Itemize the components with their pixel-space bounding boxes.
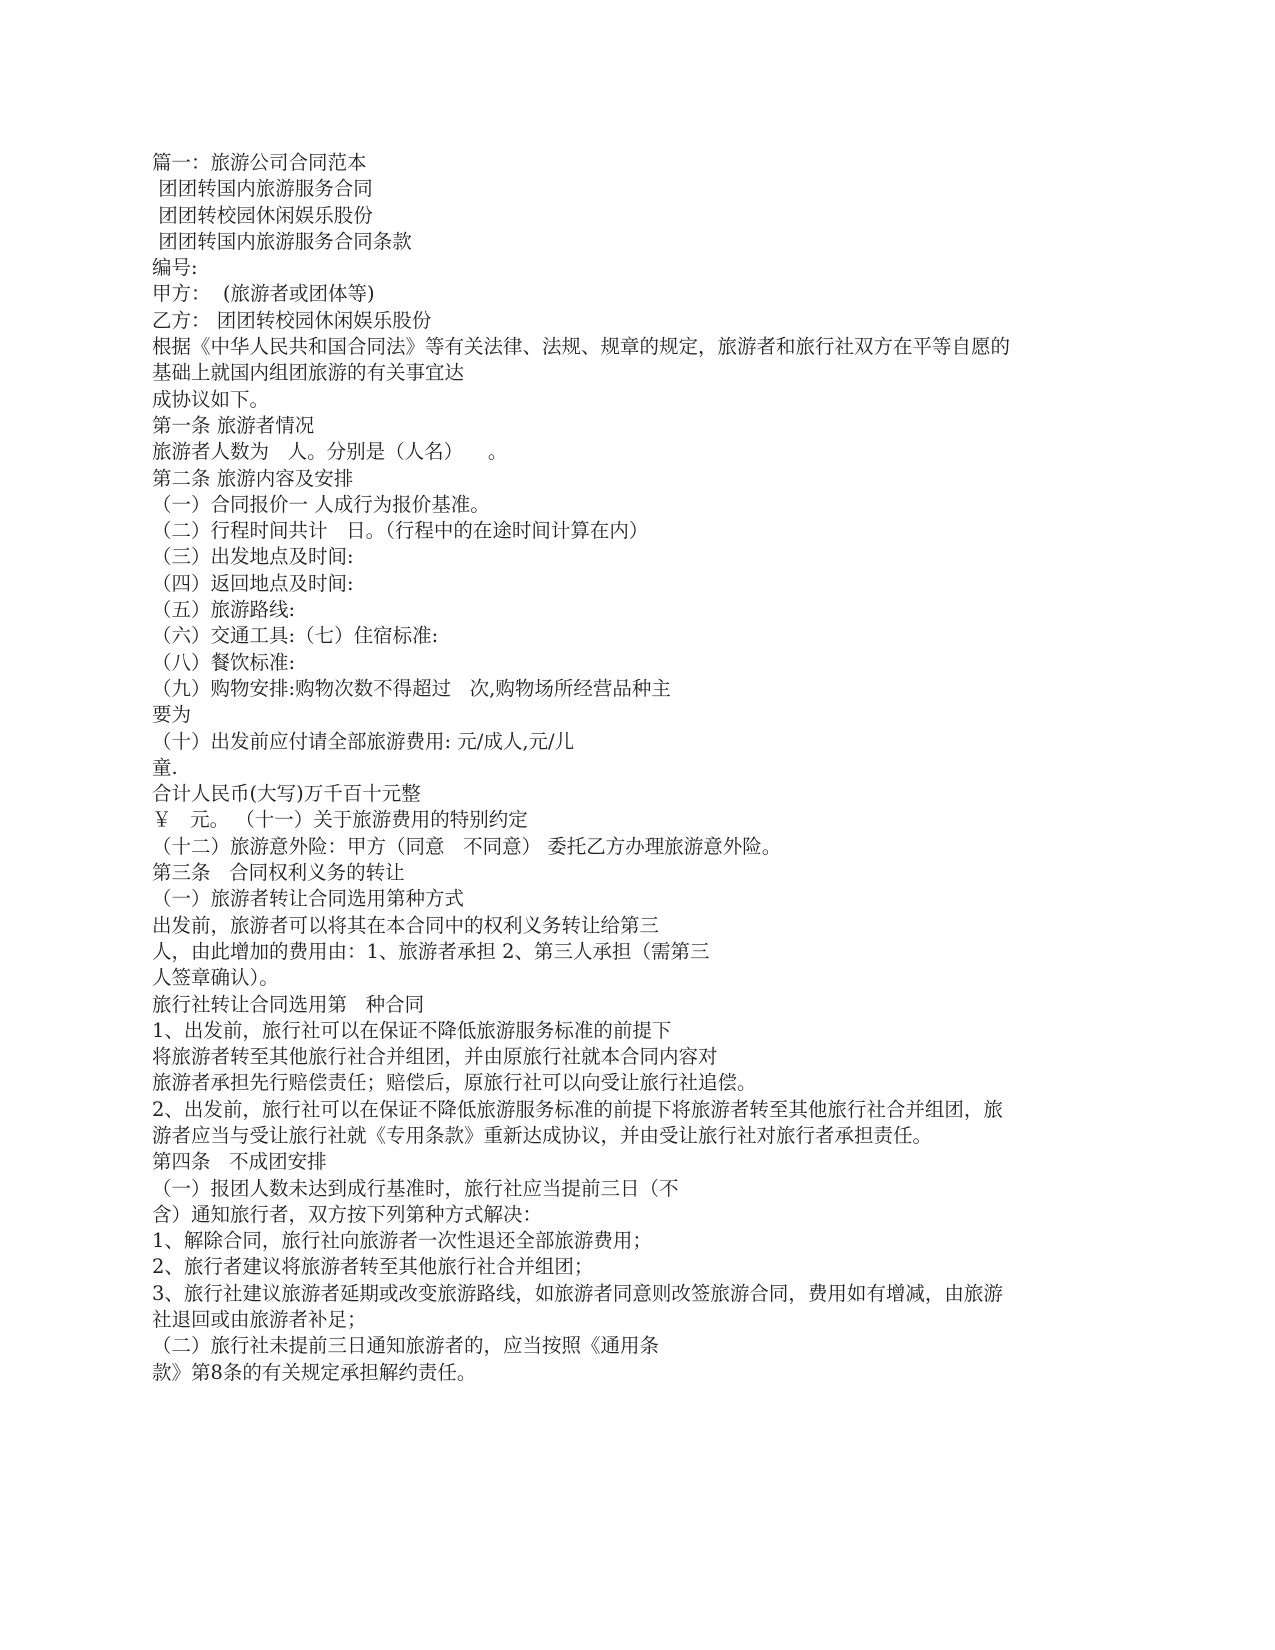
article-2-item: 童.	[152, 755, 178, 779]
article-3-item: 2、出发前，旅行社可以在保证不降低旅游服务标准的前提下将旅游者转至其他旅行社合并组团，旅	[152, 1097, 1003, 1121]
article-2-item: （三）出发地点及时间:	[152, 545, 354, 569]
doc-subtitle-company: 团团转校园休闲娱乐股份	[152, 203, 373, 227]
article-3-item: 游者应当与受让旅行社就《专用条款》重新达成协议，并由受让旅行社对旅行者承担责任。	[152, 1123, 933, 1147]
article-2-item: （二）行程时间共计 日。（行程中的在途时间计算在内）	[152, 519, 649, 543]
article-2-item: （十二）旅游意外险：甲方（同意 不同意） 委托乙方办理旅游意外险。	[152, 834, 782, 858]
article-3-item: 旅行社转让合同选用第 种合同	[152, 992, 425, 1016]
article-4-item: （一）报团人数未达到成行基准时，旅行社应当提前三日（不	[152, 1176, 679, 1200]
doc-subtitle-contract-name: 团团转国内旅游服务合同	[152, 177, 373, 201]
article-2-heading: 第二条 旅游内容及安排	[152, 466, 354, 490]
article-2-item: （八）餐饮标准:	[152, 650, 296, 674]
article-2-item: （四）返回地点及时间:	[152, 571, 354, 595]
article-3-item: 旅游者承担先行赔偿责任；赔偿后，原旅行社可以向受让旅行社追偿。	[152, 1071, 757, 1095]
article-3-item: 出发前，旅游者可以将其在本合同中的权利义务转让给第三	[152, 913, 660, 937]
article-4-item: 2、旅行者建议将旅游者转至其他旅行社合并组团；	[152, 1255, 594, 1279]
article-4-item: （二）旅行社未提前三日通知旅游者的，应当按照《通用条	[152, 1334, 660, 1358]
document-body	[152, 150, 1122, 1386]
article-4-item: 1、解除合同，旅行社向旅游者一次性退还全部旅游费用；	[152, 1229, 652, 1253]
doc-title: 篇一：旅游公司合同范本	[152, 151, 367, 174]
party-a-line: 甲方： (旅游者或团体等)	[152, 282, 375, 306]
article-2-item: （六）交通工具:（七）住宿标准:	[152, 624, 439, 648]
article-1-heading: 第一条 旅游者情况	[152, 413, 315, 437]
doc-subtitle-terms: 团团转国内旅游服务合同条款	[152, 229, 412, 253]
article-3-item: （一）旅游者转让合同选用第种方式	[152, 887, 465, 911]
party-b-line: 乙方： 团团转校园休闲娱乐股份	[152, 308, 432, 332]
article-1-text: 旅游者人数为 人。分别是（人名） 。	[152, 440, 508, 464]
article-2-item: （五）旅游路线:	[152, 598, 296, 622]
article-2-item: （一）合同报价一 人成行为报价基准。	[152, 492, 490, 516]
article-2-item: ￥ 元。 （十一）关于旅游费用的特别约定	[152, 808, 528, 832]
preamble-line: 根据《中华人民共和国合同法》等有关法律、法规、规章的规定，旅游者和旅行社双方在平等自愿的	[152, 335, 1011, 359]
article-4-item: 社退回或由旅游者补足；	[152, 1308, 367, 1332]
article-4-item: 3、旅行社建议旅游者延期或改变旅游路线，如旅游者同意则改签旅游合同，费用如有增减，由旅游	[152, 1281, 1003, 1305]
article-3-item: 将旅游者转至其他旅行社合并组团，并由原旅行社就本合同内容对	[152, 1045, 718, 1069]
article-4-heading: 第四条 不成团安排	[152, 1150, 327, 1174]
article-2-item: 合计人民币(大写)万千百十元整	[152, 782, 421, 806]
article-4-item: 含）通知旅行者，双方按下列第种方式解决：	[152, 1202, 543, 1226]
article-3-heading: 第三条 合同权利义务的转让	[152, 861, 405, 885]
article-2-item: 要为	[152, 703, 192, 727]
preamble-line: 成协议如下。	[152, 387, 270, 411]
doc-number-field: 编号:	[152, 256, 198, 280]
article-2-item: （九）购物安排:购物次数不得超过 次,购物场所经营品种主	[152, 676, 671, 700]
article-4-item: 款》第8条的有关规定承担解约责任。	[152, 1360, 477, 1384]
article-3-item: 1、出发前，旅行社可以在保证不降低旅游服务标准的前提下	[152, 1018, 672, 1042]
article-3-item: 人签章确认）。	[152, 966, 279, 990]
article-2-item: （十）出发前应付请全部旅游费用: 元/成人,元/儿	[152, 729, 575, 753]
preamble-line: 基础上就国内组团旅游的有关事宜达	[152, 361, 465, 385]
article-3-item: 人，由此增加的费用由：1、旅游者承担 2、第三人承担（需第三	[152, 939, 710, 963]
